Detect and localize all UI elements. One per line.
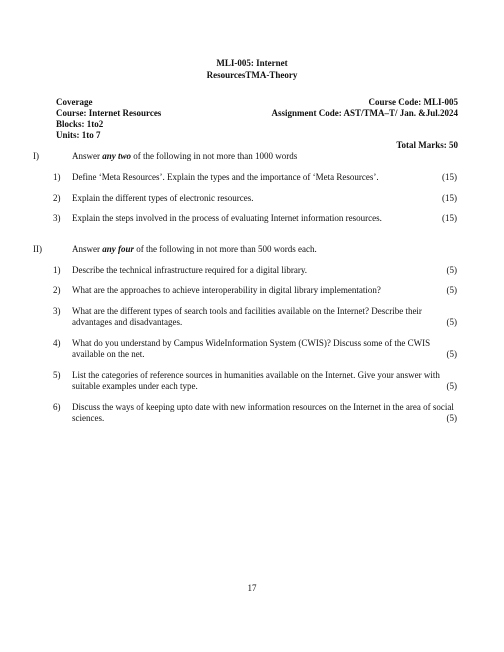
units-label: Units: 1to 7 [56, 130, 101, 140]
question-number: 6) [53, 402, 61, 412]
total-marks: Total Marks: 50 [396, 140, 458, 150]
document-title-line1: MLI-005: Internet [216, 58, 288, 68]
question-text: Explain the steps involved in the process of evaluating Internet information resources. [72, 213, 382, 223]
assignment-code: Assignment Code: AST/TMA–T/ Jan. &Jul.2024 [271, 108, 458, 118]
instruction-text: Answer [72, 151, 103, 161]
question-number: 1) [53, 265, 61, 275]
section-two-instruction [72, 244, 317, 254]
question-text-continuation: suitable examples under each type. [72, 381, 198, 391]
question-marks: (5) [446, 285, 457, 295]
blocks-label: Blocks: 1to2 [56, 119, 104, 129]
question-text-continuation: available on the net. [72, 349, 145, 359]
question-text: Explain the different types of electronic resources. [72, 193, 254, 203]
question-text: What are the approaches to achieve interoperability in digital library implementation? [72, 285, 381, 295]
page-number: 17 [247, 583, 257, 593]
question-text: Discuss the ways of keeping upto date with new information resources on the Internet in the area of social [72, 402, 454, 412]
question-text: Describe the technical infrastructure required for a digital library. [72, 265, 308, 275]
question-text: Define ‘Meta Resources’. Explain the types and the importance of ‘Meta Resources’. [72, 172, 379, 182]
section-one-instruction [72, 151, 297, 161]
section-two-roman: II) [33, 244, 42, 254]
question-number: 2) [53, 285, 61, 295]
question-marks: (5) [446, 265, 457, 275]
question-number: 4) [53, 338, 61, 348]
question-marks: (5) [446, 349, 457, 359]
question-text-continuation: advantages and disadvantages. [72, 317, 183, 327]
instruction-text: of the following in not more than 1000 words [131, 151, 298, 161]
document-title-line2: ResourcesTMA-Theory [206, 70, 298, 80]
course-code: Course Code: MLI-005 [368, 97, 458, 107]
question-text: What are the different types of search tools and facilities available on the Internet? Describe their [72, 306, 422, 316]
question-marks: (5) [446, 413, 457, 423]
question-text: What do you understand by Campus WideInformation System (CWIS)? Discuss some of the CWIS [72, 338, 431, 348]
question-number: 2) [53, 193, 61, 203]
question-marks: (15) [442, 213, 457, 223]
coverage-label: Coverage [56, 97, 93, 107]
question-number: 1) [53, 172, 61, 182]
question-number: 3) [53, 306, 61, 316]
question-marks: (15) [442, 193, 457, 203]
course-name: Course: Internet Resources [56, 108, 162, 118]
question-text-continuation: sciences. [72, 413, 105, 423]
question-marks: (5) [446, 381, 457, 391]
question-number: 3) [53, 213, 61, 223]
question-text: List the categories of reference sources in humanities available on the Internet. Give your answer with [72, 370, 440, 380]
instruction-text: of the following in not more than 500 words each. [134, 244, 317, 254]
instruction-text: Answer [72, 244, 103, 254]
section-one-roman: I) [33, 151, 39, 161]
instruction-emphasis: any four [102, 244, 135, 254]
question-marks: (5) [446, 317, 457, 327]
question-marks: (15) [442, 172, 457, 182]
question-number: 5) [53, 370, 61, 380]
instruction-emphasis: any two [102, 151, 132, 161]
